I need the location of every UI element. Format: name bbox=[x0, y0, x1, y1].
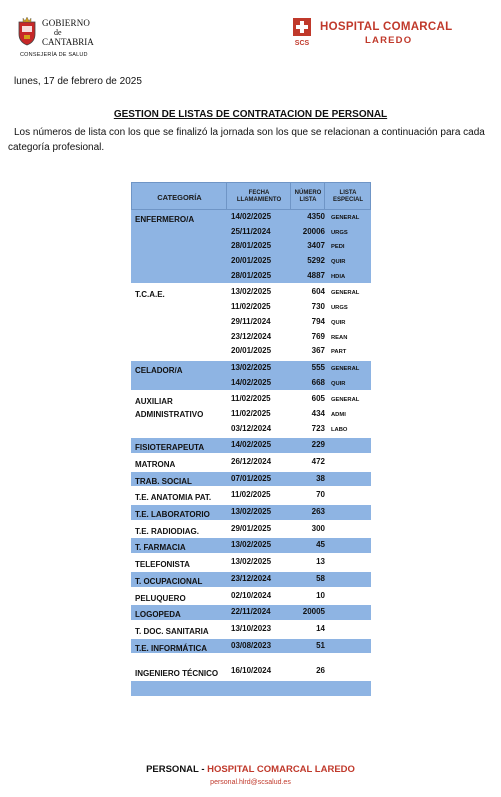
fecha-cell: 29/01/2025 bbox=[231, 523, 272, 533]
table-row bbox=[131, 622, 371, 637]
fecha-cell: 22/11/2024 bbox=[231, 607, 271, 617]
lista-especial-cell: URGS bbox=[331, 305, 348, 312]
lista-especial-cell: GENERAL bbox=[331, 290, 360, 297]
header-numero: NÚMERO LISTA bbox=[291, 183, 325, 211]
numero-cell: 3407 bbox=[307, 241, 325, 251]
numero-cell: 472 bbox=[311, 457, 325, 466]
category-name: LOGOPEDA bbox=[135, 610, 181, 620]
lista-especial-cell: QUIR bbox=[331, 380, 346, 387]
table-row bbox=[131, 488, 371, 503]
table-row bbox=[131, 589, 371, 604]
fecha-cell: 20/01/2025 bbox=[231, 256, 272, 266]
lista-especial-cell: QUIR bbox=[331, 319, 346, 326]
numero-cell: 668 bbox=[311, 377, 325, 387]
fecha-cell: 11/02/2025 bbox=[231, 490, 271, 500]
gov-line-3: CANTABRIA bbox=[42, 37, 94, 47]
category-group bbox=[131, 505, 371, 520]
category-name: CELADOR/A bbox=[135, 365, 183, 375]
fecha-cell: 11/02/2025 bbox=[231, 408, 271, 418]
table-row bbox=[131, 300, 371, 315]
lista-especial-cell: URGS bbox=[331, 229, 348, 236]
fecha-cell: 28/01/2025 bbox=[231, 270, 272, 280]
category-group bbox=[131, 285, 371, 358]
fecha-cell: 13/02/2025 bbox=[231, 557, 272, 567]
row-separator bbox=[131, 696, 371, 698]
category-name: TRAB. SOCIAL bbox=[135, 476, 192, 486]
numero-cell: 300 bbox=[311, 523, 325, 533]
numero-cell: 555 bbox=[311, 362, 325, 372]
fecha-cell: 13/02/2025 bbox=[231, 362, 272, 372]
hospital-logo bbox=[290, 18, 452, 48]
category-group bbox=[131, 522, 371, 537]
table-row bbox=[131, 361, 371, 376]
table-row bbox=[131, 239, 371, 254]
intro-line-2: categoría profesional. bbox=[8, 142, 105, 153]
gobierno-cantabria-logo bbox=[14, 14, 110, 62]
category-group bbox=[131, 681, 371, 696]
numero-cell: 367 bbox=[311, 346, 325, 356]
lista-especial-cell: ADMI bbox=[331, 411, 346, 418]
footer-city: LAREDO bbox=[312, 764, 355, 775]
category-group bbox=[131, 438, 371, 453]
numero-cell: 263 bbox=[311, 507, 325, 517]
hospital-name: HOSPITAL COMARCAL bbox=[320, 21, 453, 33]
lista-especial-cell: GENERAL bbox=[331, 397, 360, 404]
numero-cell: 70 bbox=[316, 490, 325, 500]
fecha-cell: 11/02/2025 bbox=[231, 394, 271, 404]
gov-line-1: GOBIERNO bbox=[42, 18, 91, 28]
fecha-cell: 26/12/2024 bbox=[231, 457, 272, 466]
numero-cell: 605 bbox=[311, 394, 325, 404]
table-row bbox=[131, 522, 371, 537]
category-group bbox=[131, 455, 371, 470]
intro-line-1: Los números de lista con los que se finalizó la jornada son los que se relacionan a continuación para cada bbox=[14, 127, 485, 138]
fecha-cell: 16/10/2024 bbox=[231, 666, 272, 676]
table-row bbox=[131, 315, 371, 330]
category-name: T. OCUPACIONAL bbox=[135, 576, 203, 586]
numero-cell: 38 bbox=[316, 473, 325, 483]
lista-especial-cell: LABO bbox=[331, 426, 348, 433]
fecha-cell: 13/02/2025 bbox=[231, 507, 272, 517]
numero-cell: 229 bbox=[311, 440, 325, 450]
category-name: FISIOTERAPEUTA bbox=[135, 443, 205, 453]
numero-cell: 434 bbox=[311, 408, 325, 418]
category-group bbox=[131, 488, 371, 503]
category-group bbox=[131, 589, 371, 604]
fecha-cell: 11/02/2025 bbox=[231, 302, 271, 312]
table-row bbox=[131, 438, 371, 453]
table-row bbox=[131, 505, 371, 520]
numero-cell: 723 bbox=[311, 423, 325, 433]
contratacion-table bbox=[131, 182, 371, 698]
category-name: T.C.A.E. bbox=[135, 290, 165, 300]
numero-cell: 794 bbox=[311, 316, 325, 326]
fecha-cell: 13/02/2025 bbox=[231, 287, 272, 297]
fecha-cell: 07/01/2025 bbox=[231, 473, 272, 483]
category-group bbox=[131, 622, 371, 637]
category-name: T.E. INFORMÁTICA bbox=[135, 643, 207, 653]
fecha-cell: 29/11/2024 bbox=[231, 316, 271, 326]
numero-cell: 26 bbox=[316, 666, 325, 676]
fecha-cell: 25/11/2024 bbox=[231, 226, 271, 236]
table-row bbox=[131, 455, 371, 470]
table-row bbox=[131, 555, 371, 570]
fecha-cell: 03/12/2024 bbox=[231, 423, 272, 433]
fecha-cell: 14/02/2025 bbox=[231, 212, 272, 221]
numero-cell: 14 bbox=[316, 623, 325, 633]
category-group bbox=[131, 361, 371, 390]
header-lista: LISTA ESPECIAL bbox=[332, 190, 363, 203]
fecha-cell: 02/10/2024 bbox=[231, 590, 272, 600]
category-group bbox=[131, 210, 371, 283]
numero-cell: 4887 bbox=[307, 270, 325, 280]
table-row bbox=[131, 392, 371, 407]
category-name: ENFERMERO/A bbox=[135, 215, 195, 224]
numero-cell: 769 bbox=[311, 331, 325, 341]
table-row bbox=[131, 330, 371, 345]
footer-personal: PERSONAL bbox=[146, 764, 199, 775]
lista-especial-cell: HDIA bbox=[331, 273, 346, 280]
fecha-cell: 23/12/2024 bbox=[231, 331, 272, 341]
category-name: T. DOC. SANITARIA bbox=[135, 626, 209, 636]
category-name: T.E. LABORATORIO bbox=[135, 510, 210, 520]
fecha-cell: 14/02/2025 bbox=[231, 377, 272, 387]
cantabria-crest-icon bbox=[16, 16, 38, 46]
table-row bbox=[131, 210, 371, 225]
footer-dash: - bbox=[198, 764, 208, 775]
table-row bbox=[131, 376, 371, 391]
category-name: T.E. ANATOMIA PAT. bbox=[135, 493, 212, 503]
header-fecha: FECHA LLAMAMIENTO bbox=[227, 183, 291, 211]
lista-especial-cell: QUIR bbox=[331, 259, 346, 266]
header-categoria: CATEGORÍA bbox=[132, 183, 227, 211]
category-group bbox=[131, 472, 371, 487]
consejeria-label: CONSEJERÍA DE SALUD bbox=[20, 52, 88, 58]
category-name: T.E. RADIODIAG. bbox=[135, 526, 200, 536]
category-name: T. FARMACIA bbox=[135, 543, 186, 553]
intro-paragraph bbox=[8, 125, 494, 155]
table-row bbox=[131, 254, 371, 269]
hospital-city: LAREDO bbox=[365, 35, 413, 46]
table-row bbox=[131, 285, 371, 300]
table-row bbox=[131, 407, 371, 422]
table-header bbox=[131, 182, 371, 210]
numero-cell: 13 bbox=[316, 557, 325, 567]
lista-especial-cell: REAN bbox=[331, 334, 348, 341]
category-group bbox=[131, 555, 371, 570]
fecha-cell: 13/02/2025 bbox=[231, 540, 272, 550]
lista-especial-cell: PART bbox=[331, 349, 347, 356]
numero-cell: 58 bbox=[316, 573, 325, 583]
fecha-cell: 13/10/2023 bbox=[231, 623, 272, 633]
category-group bbox=[131, 605, 371, 620]
table-row bbox=[131, 344, 371, 359]
fecha-cell: 20/01/2025 bbox=[231, 346, 272, 356]
fecha-cell: 28/01/2025 bbox=[231, 241, 272, 251]
category-name: AUXILIAR ADMINISTRATIVO bbox=[135, 397, 204, 420]
category-name: INGENIERO TÉCNICO bbox=[135, 669, 219, 679]
numero-cell: 4350 bbox=[307, 212, 325, 221]
table-body bbox=[131, 210, 371, 698]
fecha-cell: 23/12/2024 bbox=[231, 573, 272, 583]
lista-especial-cell: GENERAL bbox=[331, 365, 360, 372]
footer-email[interactable]: personal.hlrd@scsalud.es bbox=[210, 779, 291, 786]
fecha-cell: 14/02/2025 bbox=[231, 440, 272, 450]
numero-cell: 5292 bbox=[307, 256, 325, 266]
category-name: PELUQUERO bbox=[135, 593, 186, 603]
table-row bbox=[131, 422, 371, 437]
table-row bbox=[131, 664, 371, 679]
document-date: lunes, 17 de febrero de 2025 bbox=[14, 76, 142, 87]
table-row bbox=[131, 681, 371, 696]
table-row bbox=[131, 472, 371, 487]
category-group bbox=[131, 538, 371, 553]
table-row bbox=[131, 639, 371, 654]
category-name: TELEFONISTA bbox=[135, 560, 190, 570]
numero-cell: 730 bbox=[311, 302, 325, 312]
category-group bbox=[131, 572, 371, 587]
category-group bbox=[131, 639, 371, 654]
table-row bbox=[131, 538, 371, 553]
scs-abbr: SCS bbox=[294, 40, 310, 47]
fecha-cell: 03/08/2023 bbox=[231, 640, 272, 650]
lista-especial-cell: PEDI bbox=[331, 244, 345, 251]
table-row bbox=[131, 572, 371, 587]
table-row bbox=[131, 225, 371, 240]
category-name: MATRONA bbox=[135, 460, 176, 469]
category-group bbox=[131, 392, 371, 436]
numero-cell: 20005 bbox=[302, 607, 325, 617]
lista-especial-cell: GENERAL bbox=[331, 215, 360, 221]
numero-cell: 604 bbox=[311, 287, 325, 297]
category-group bbox=[131, 664, 371, 679]
footer-hospital: HOSPITAL COMARCAL bbox=[207, 764, 313, 775]
numero-cell: 20006 bbox=[302, 226, 325, 236]
numero-cell: 45 bbox=[316, 540, 325, 550]
gov-line-2: de bbox=[54, 28, 62, 37]
table-row bbox=[131, 605, 371, 620]
page-title: GESTION DE LISTAS DE CONTRATACION DE PERSONAL bbox=[113, 109, 388, 120]
scs-cross-icon bbox=[291, 18, 313, 48]
numero-cell: 10 bbox=[316, 590, 325, 600]
footer-title bbox=[0, 764, 501, 775]
numero-cell: 51 bbox=[316, 640, 325, 650]
table-row bbox=[131, 269, 371, 284]
